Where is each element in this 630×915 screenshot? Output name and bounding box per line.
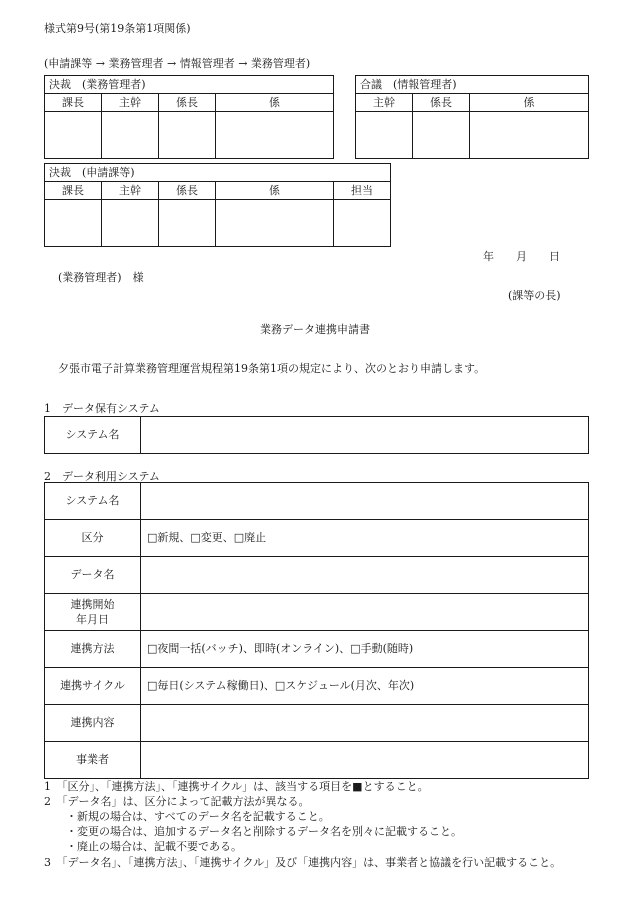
header-kakari: 係 <box>470 94 589 112</box>
seal-cell <box>159 112 216 159</box>
row-label-vendor: 事業者 <box>45 742 141 779</box>
approval-box-title: 決裁 (業務管理者) <box>45 76 334 94</box>
applicant-title: (課等の長) <box>508 289 561 302</box>
seal-cell <box>102 200 159 247</box>
row-label-method: 連携方法 <box>45 631 141 668</box>
note-2-item-new: ・新規の場合は、すべてのデータ名を記載すること。 <box>66 810 330 823</box>
table-row <box>45 631 589 668</box>
seal-cell <box>45 200 102 247</box>
header-kakaricho: 係長 <box>159 94 216 112</box>
seal-cell <box>356 112 413 159</box>
note-3: 3 「データ名」、「連携方法」、「連携サイクル」及び「連携内容」は、事業者と協議を行い記載すること。 <box>44 856 562 869</box>
table-row <box>45 520 589 557</box>
date-line: 年 月 日 <box>483 250 560 263</box>
field-system-name[interactable] <box>141 483 589 520</box>
table-row <box>45 483 589 520</box>
header-tanto: 担当 <box>334 182 391 200</box>
document-title: 業務データ連携申請書 <box>260 323 370 336</box>
table-row <box>45 668 589 705</box>
table-row <box>45 594 589 631</box>
header-kakaricho: 係長 <box>159 182 216 200</box>
section1-table <box>44 416 589 454</box>
header-shukan: 主幹 <box>102 182 159 200</box>
seal-cell <box>334 200 391 247</box>
table-row <box>45 417 589 454</box>
header-shukan: 主幹 <box>356 94 413 112</box>
seal-cell <box>216 112 334 159</box>
section2-heading: 2 データ利用システム <box>44 470 160 483</box>
seal-cell <box>102 112 159 159</box>
form-number: 様式第9号(第19条第1項関係) <box>44 22 191 35</box>
field-category-options[interactable]: □新規、□変更、□廃止 <box>141 520 589 557</box>
approval-route: (申請課等 → 業務管理者 → 情報管理者 → 業務管理者) <box>44 57 311 70</box>
seal-cell <box>470 112 589 159</box>
table-row <box>45 742 589 779</box>
header-kakari: 係 <box>216 182 334 200</box>
row-label-start-date: 連携開始 年月日 <box>45 594 141 631</box>
table-row <box>45 705 589 742</box>
seal-cell <box>216 200 334 247</box>
table-row <box>45 557 589 594</box>
approval-box-applicant <box>44 163 391 247</box>
header-kakari: 係 <box>216 94 334 112</box>
approval-box-title: 決裁 (申請課等) <box>45 164 391 182</box>
field-content[interactable] <box>141 705 589 742</box>
consultation-box-title: 合議 (情報管理者) <box>356 76 589 94</box>
seal-cell <box>45 112 102 159</box>
header-kakaricho: 係長 <box>413 94 470 112</box>
row-label-category: 区分 <box>45 520 141 557</box>
field-data-name[interactable] <box>141 557 589 594</box>
row-label-data-name: データ名 <box>45 557 141 594</box>
field-cycle-options[interactable]: □毎日(システム稼働日)、□スケジュール(月次、年次) <box>141 668 589 705</box>
header-kacho: 課長 <box>45 182 102 200</box>
row-label-content: 連携内容 <box>45 705 141 742</box>
header-kacho: 課長 <box>45 94 102 112</box>
field-method-options[interactable]: □夜間一括(バッチ)、即時(オンライン)、□手動(随時) <box>141 631 589 668</box>
note-1: 1 「区分」、「連携方法」、「連携サイクル」は、該当する項目を■とすること。 <box>44 780 429 793</box>
consultation-box-info-manager <box>355 75 589 159</box>
section2-table <box>44 482 589 779</box>
seal-cell <box>413 112 470 159</box>
approval-box-business-manager <box>44 75 334 159</box>
row-label-system-name: システム名 <box>45 483 141 520</box>
note-2-item-abolish: ・廃止の場合は、記載不要である。 <box>66 840 242 853</box>
row-label-system-name: システム名 <box>45 417 141 454</box>
field-system-name[interactable] <box>141 417 589 454</box>
field-vendor[interactable] <box>141 742 589 779</box>
intro-text: 夕張市電子計算業務管理運営規程第19条第1項の規定により、次のとおり申請します。 <box>58 362 486 375</box>
header-shukan: 主幹 <box>102 94 159 112</box>
field-start-date[interactable] <box>141 594 589 631</box>
note-2: 2 「データ名」は、区分によって記載方法が異なる。 <box>44 795 310 808</box>
section1-heading: 1 データ保有システム <box>44 402 160 415</box>
row-label-cycle: 連携サイクル <box>45 668 141 705</box>
note-2-item-change: ・変更の場合は、追加するデータ名と削除するデータ名を別々に記載すること。 <box>66 825 462 838</box>
seal-cell <box>159 200 216 247</box>
addressee: (業務管理者) 様 <box>58 271 144 284</box>
